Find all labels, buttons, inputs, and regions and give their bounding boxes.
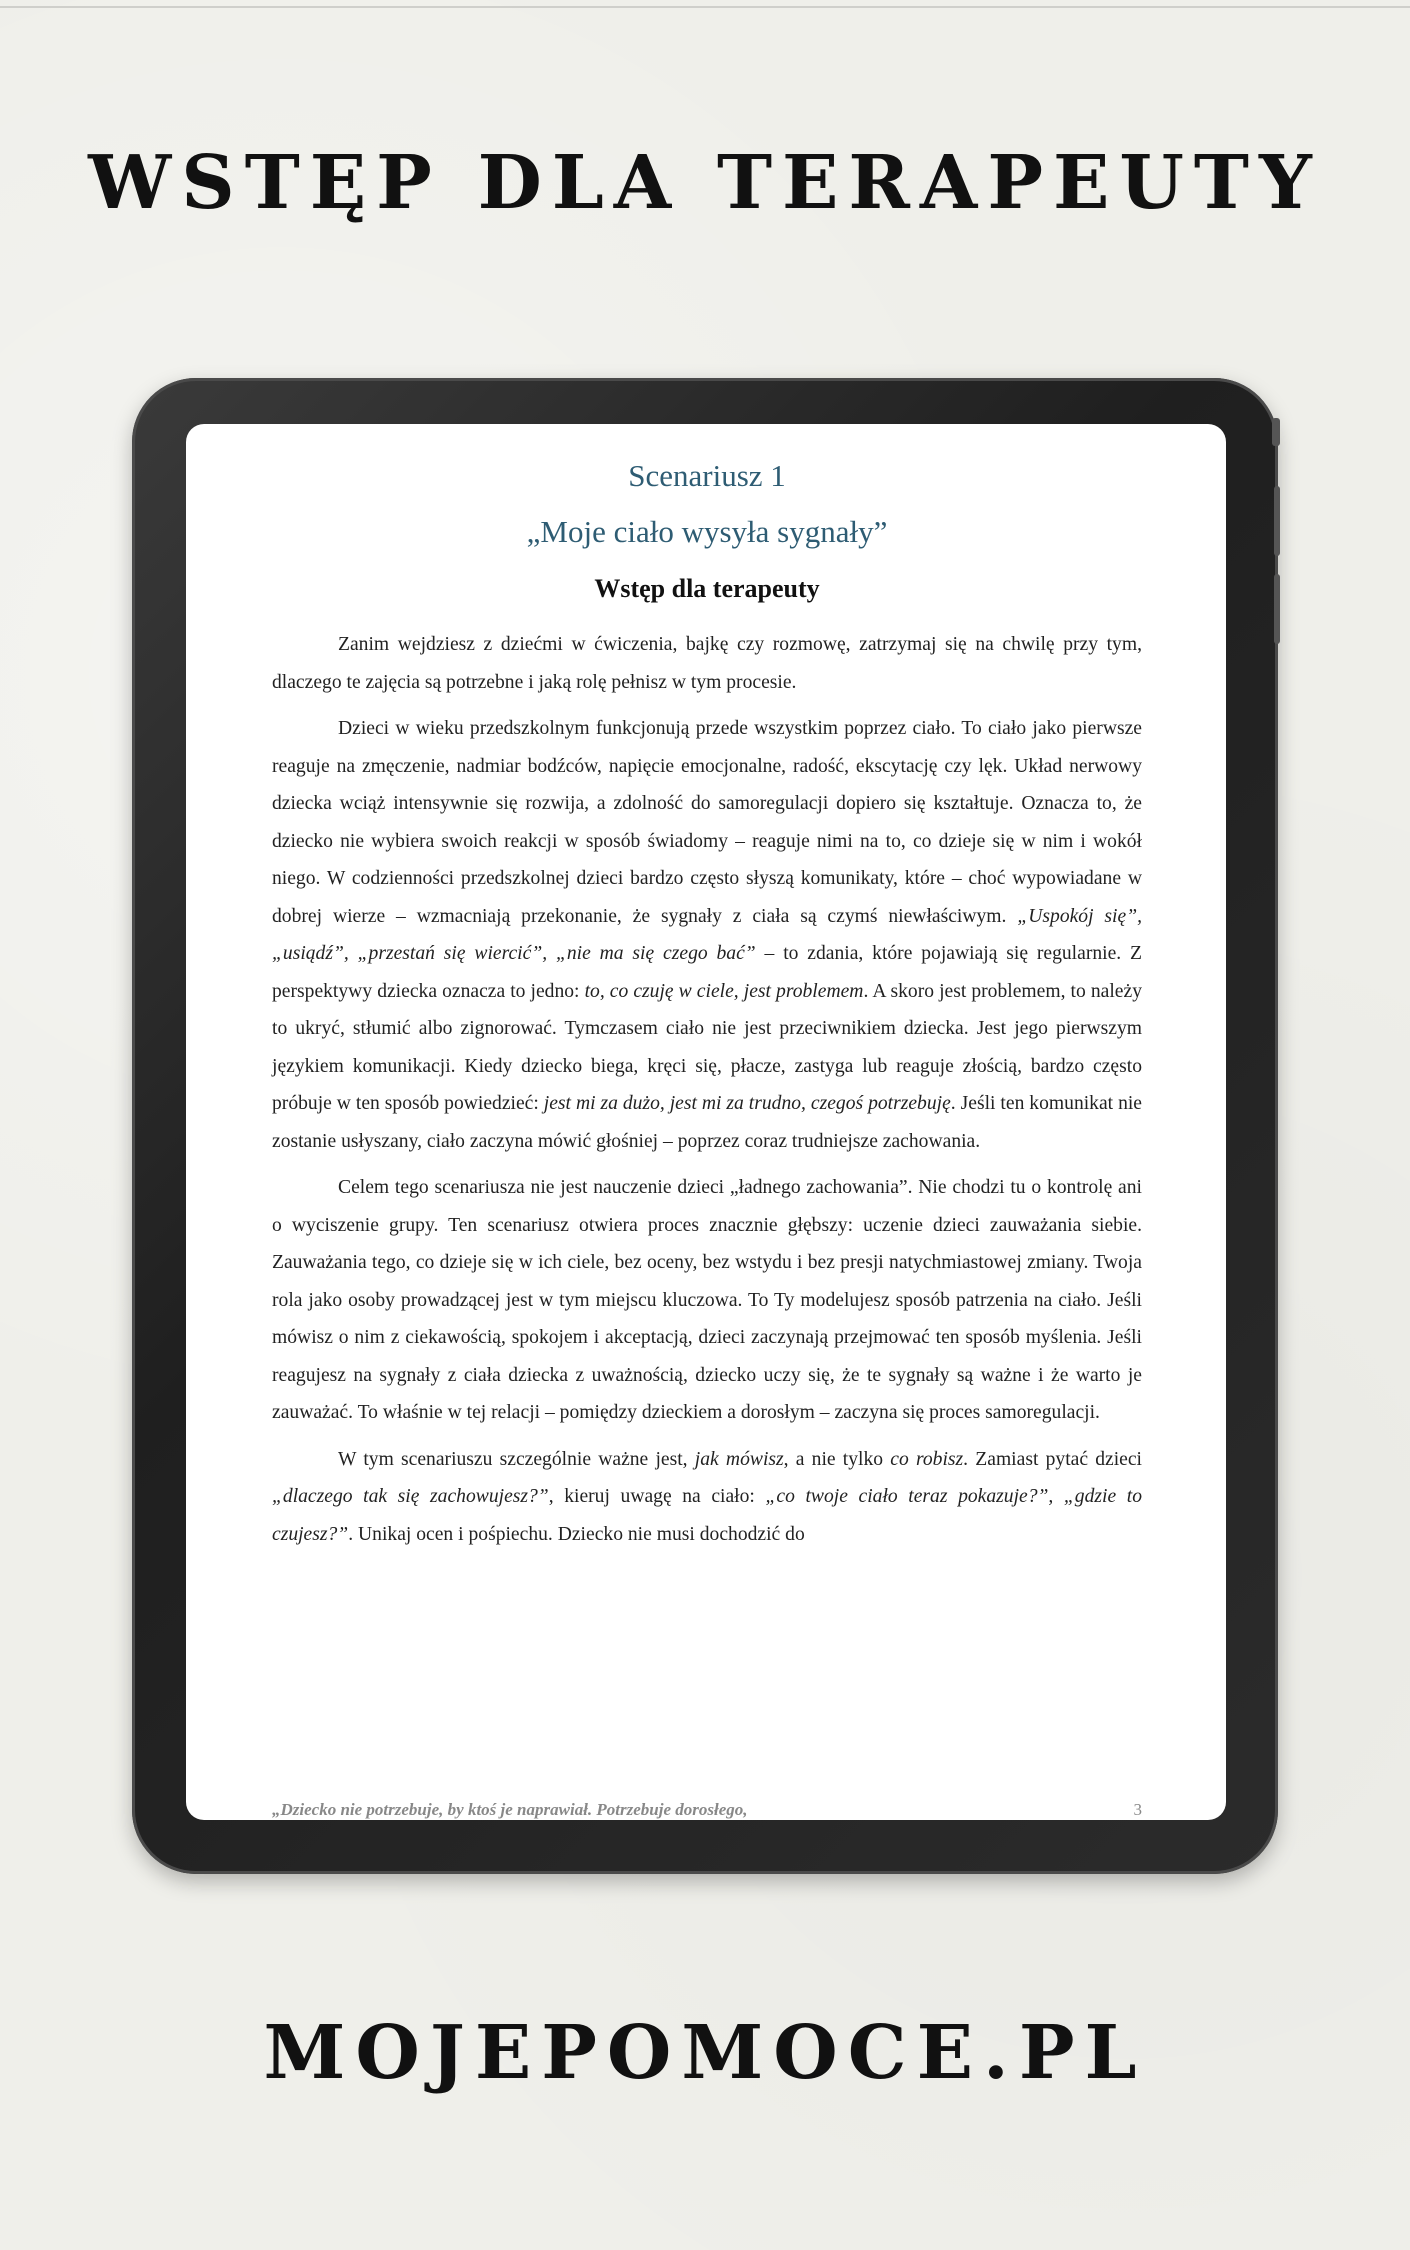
body-paragraph	[272, 710, 1142, 1160]
scenario-label: Scenariusz 1	[628, 458, 786, 493]
scenario-subtitle: „Moje ciało wysyła sygnały”	[526, 514, 888, 549]
body-paragraph	[272, 1169, 1142, 1432]
paragraph-text: Zanim wejdziesz z dziećmi w ćwiczenia, bajkę czy rozmowę, zatrzymaj się na chwilę przy tym, dlaczego te zajęcia są potrzebne i jaką rolę pełnisz w tym procesie.	[272, 634, 1142, 693]
paragraph-text: Dzieci w wieku przedszkolnym funkcjonują przede wszystkim poprzez ciało. To ciało jako pierwsze reaguje na zmęczenie, nadmiar bodźców, napięcie emocjonalne, radość, ekscytację czy lęk. Układ nerwowy dziecka wciąż intensywnie się rozwija, a zdolność do samoregulacji dopiero się kształtuje. Oznacza to, że dziecko nie wybiera swoich reakcji w sposób świadomy – reaguje nimi na to, co dzieje się w nim i wokół niego. W codzienności przedszkolnej dzieci bardzo często słyszą komunikaty, które – choć wypowiadane w dobrej wierze – wzmacniają przekonanie, że sygnały z ciała są czymś niewłaściwym.	[272, 718, 1142, 927]
page-title: WSTĘP DLA TERAPEUTY	[88, 140, 1322, 226]
paragraph-text: . Unikaj ocen i pośpiechu. Dziecko nie musi dochodzić do	[348, 1523, 805, 1545]
brand-name: MOJEPOMOCE.PL	[263, 2010, 1147, 2096]
paragraph-text: , kieruj uwagę na ciało:	[548, 1486, 766, 1507]
paragraph-text: . Jeśli ten komunikat nie zostanie usłyszany, ciało zaczyna mówić głośniej – poprzez coraz trudniejsze zachowania.	[272, 1093, 1143, 1152]
paragraph-text: – to zdania, które pojawiają się regularnie. Z perspektywy dziecka oznacza to jedno:	[272, 943, 1142, 1002]
paragraph-text: Celem tego scenariusza nie jest nauczenie dzieci „ładnego zachowania”. Nie chodzi tu o kontrolę ani o wyciszenie grupy. Ten scenariusz otwiera proces znacznie głębszy: uczenie dzieci zauważania siebie. Zauważania tego, co dzieje się w ich ciele, bez oceny, bez wstydu i bez presji natychmiastowej zmiany. Twoja rola jako osoby prowadzącej jest w tym miejscu kluczowa. To Ty modelujesz sposób patrzenia na ciało. Jeśli mówisz o nim z ciekawością, spokojem i akceptacją, dzieci zaczynają przejmować ten sposób myślenia. Jeśli reagujesz na sygnały z ciała dziecka z uważnością, dziecko uczy się, że te sygnały są ważne i że warto je zauważać. To właśnie w tej relacji – pomiędzy dzieckiem a dorosłym – zaczyna się proces samoregulacji.	[272, 1177, 1142, 1423]
paragraph-text: . A skoro jest problemem, to należy to ukryć, stłumić albo zignorować. Tymczasem ciało nie jest przeciwnikiem dziecka. Jest jego pierwszym językiem komunikacji. Kiedy dziecko biega, kręci się, płacze, zastyga lub reaguje złością, bardzo często próbuje w ten sposób powiedzieć:	[272, 980, 1142, 1114]
tablet-volume-up-button	[1274, 486, 1280, 556]
tablet-device	[132, 378, 1278, 1874]
tablet-side-button	[1272, 418, 1280, 446]
document-body	[272, 626, 1142, 1562]
paragraph-emphasis: jest mi za dużo, jest mi za trudno, czegoś potrzebuję	[543, 1093, 951, 1114]
tablet-volume-down-button	[1274, 574, 1280, 644]
paragraph-emphasis: „dlaczego tak się zachowujesz?”	[272, 1486, 549, 1507]
paragraph-text: , a nie tylko	[783, 1448, 891, 1470]
paragraph-emphasis: jak mówisz	[694, 1448, 784, 1470]
paragraph-text: W tym scenariuszu szczególnie ważne jest,	[338, 1448, 695, 1470]
paragraph-emphasis: „Uspokój się”, „usiądź”, „przestań się wiercić”, „nie ma się czego bać”	[272, 905, 1142, 964]
paragraph-emphasis: co robisz	[890, 1448, 964, 1470]
paragraph-emphasis: to, co czuję w ciele, jest problemem	[584, 980, 864, 1002]
page-footer	[272, 1800, 1142, 1820]
top-divider	[0, 6, 1410, 8]
tablet-screen	[186, 424, 1226, 1820]
body-paragraph	[272, 626, 1142, 701]
paragraph-emphasis: „co twoje ciało teraz pokazuje?”, „gdzie to czujesz?”	[272, 1486, 1143, 1545]
paragraph-text: . Zamiast pytać dzieci	[963, 1448, 1143, 1470]
footer-quote: „Dziecko nie potrzebuje, by ktoś je naprawiał. Potrzebuje dorosłego,	[272, 1800, 748, 1819]
section-heading: Wstęp dla terapeuty	[594, 574, 820, 603]
page-number: 3	[1133, 1800, 1142, 1819]
body-paragraph	[272, 1441, 1142, 1554]
